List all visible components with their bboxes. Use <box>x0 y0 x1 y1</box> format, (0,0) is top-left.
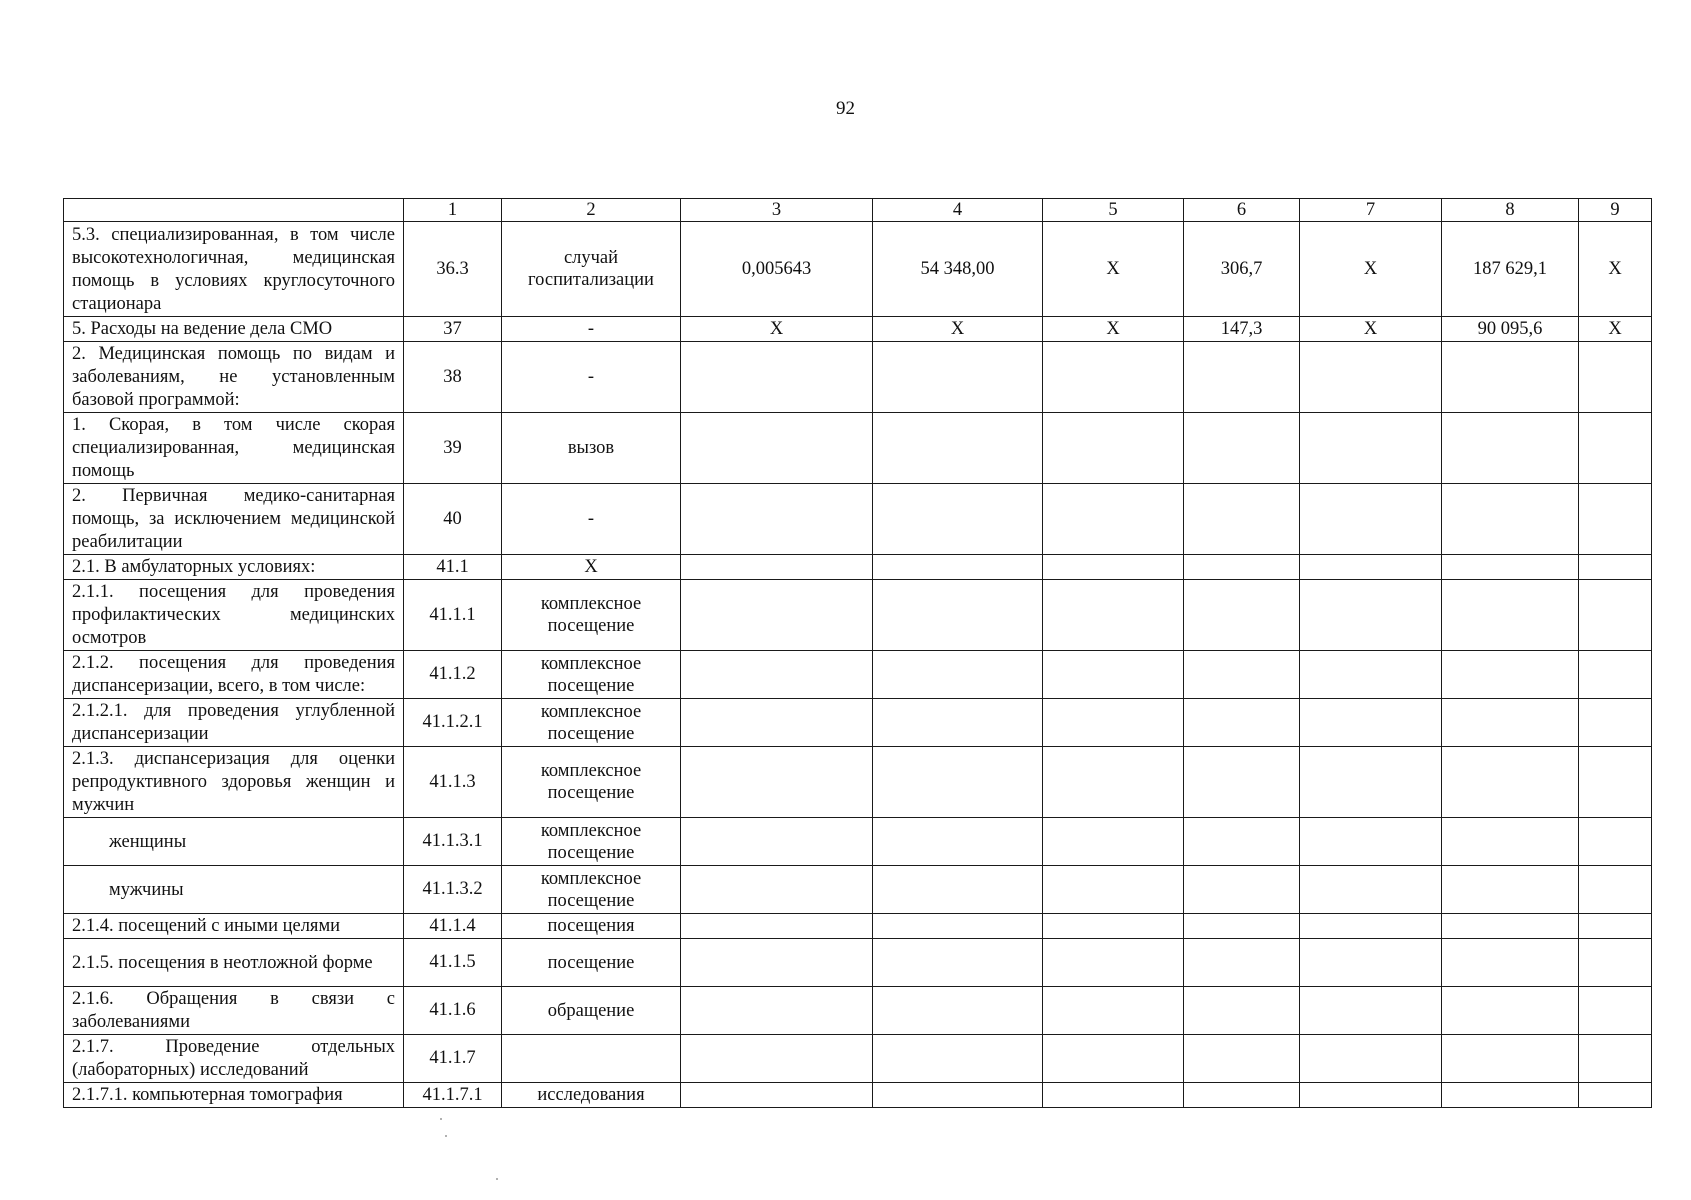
table-row <box>64 939 1652 987</box>
header-row <box>64 199 1652 222</box>
cell-col9 <box>1579 699 1652 747</box>
cell-col9 <box>1579 580 1652 651</box>
cell-col7 <box>1300 651 1442 699</box>
cell-col9 <box>1579 866 1652 914</box>
row-name: 2.1.4. посещений с иными целями <box>64 914 404 939</box>
cell-col3 <box>681 651 873 699</box>
cell-col8 <box>1442 987 1579 1035</box>
table-row <box>64 580 1652 651</box>
row-unit <box>502 1035 681 1083</box>
scan-speck <box>440 1118 442 1120</box>
cell-col7 <box>1300 1035 1442 1083</box>
cell-col8 <box>1442 1035 1579 1083</box>
cell-col6 <box>1184 866 1300 914</box>
row-name: мужчины <box>64 866 404 914</box>
cell-col9 <box>1579 413 1652 484</box>
header-cell-9: 9 <box>1579 199 1652 222</box>
cell-col3 <box>681 699 873 747</box>
cell-col9 <box>1579 651 1652 699</box>
cell-col5 <box>1043 866 1184 914</box>
cell-col3: 0,005643 <box>681 222 873 317</box>
cell-col3 <box>681 555 873 580</box>
cell-col7: Х <box>1300 317 1442 342</box>
header-cell-2: 2 <box>502 199 681 222</box>
row-unit: вызов <box>502 413 681 484</box>
row-unit: комплексное посещение <box>502 580 681 651</box>
cell-col7 <box>1300 818 1442 866</box>
cell-col7 <box>1300 914 1442 939</box>
cell-col3 <box>681 987 873 1035</box>
cell-col4 <box>873 1083 1043 1108</box>
table-row <box>64 317 1652 342</box>
row-unit: обращение <box>502 987 681 1035</box>
cell-col8 <box>1442 699 1579 747</box>
cell-col8 <box>1442 342 1579 413</box>
row-code: 41.1.2 <box>404 651 502 699</box>
row-code: 40 <box>404 484 502 555</box>
header-cell-4: 4 <box>873 199 1043 222</box>
cell-col8 <box>1442 747 1579 818</box>
row-name: 5.3. специализированная, в том числе высокотехнологичная, медицинская помощь в условиях круглосуточного стационара <box>64 222 404 317</box>
row-name: 2.1.7. Проведение отдельных (лабораторных) исследований <box>64 1035 404 1083</box>
row-code: 41.1.7 <box>404 1035 502 1083</box>
cell-col4 <box>873 651 1043 699</box>
cell-col9 <box>1579 1083 1652 1108</box>
header-cell-3: 3 <box>681 199 873 222</box>
row-unit: комплексное посещение <box>502 747 681 818</box>
cell-col8 <box>1442 651 1579 699</box>
cell-col4 <box>873 699 1043 747</box>
row-unit: посещение <box>502 939 681 987</box>
cell-col6 <box>1184 413 1300 484</box>
cell-col9 <box>1579 555 1652 580</box>
table-row <box>64 413 1652 484</box>
cell-col3 <box>681 914 873 939</box>
header-cell-5: 5 <box>1043 199 1184 222</box>
table-row <box>64 914 1652 939</box>
cell-col9 <box>1579 818 1652 866</box>
cell-col9 <box>1579 342 1652 413</box>
row-code: 41.1.7.1 <box>404 1083 502 1108</box>
cell-col6 <box>1184 555 1300 580</box>
cell-col6 <box>1184 987 1300 1035</box>
cell-col6 <box>1184 651 1300 699</box>
row-unit: комплексное посещение <box>502 651 681 699</box>
cell-col7 <box>1300 1083 1442 1108</box>
cell-col6 <box>1184 747 1300 818</box>
row-code: 39 <box>404 413 502 484</box>
cell-col5 <box>1043 1083 1184 1108</box>
cell-col4 <box>873 818 1043 866</box>
cell-col5 <box>1043 580 1184 651</box>
cell-col4 <box>873 580 1043 651</box>
cell-col4 <box>873 866 1043 914</box>
cell-col9 <box>1579 1035 1652 1083</box>
cell-col4 <box>873 939 1043 987</box>
row-name: 2. Первичная медико-санитарная помощь, за исключением медицинской реабилитации <box>64 484 404 555</box>
cell-col7 <box>1300 699 1442 747</box>
row-name: 2.1.2. посещения для проведения диспансеризации, всего, в том числе: <box>64 651 404 699</box>
row-code: 38 <box>404 342 502 413</box>
table-row <box>64 987 1652 1035</box>
cell-col3 <box>681 747 873 818</box>
cell-col6 <box>1184 914 1300 939</box>
row-unit: Х <box>502 555 681 580</box>
header-cell-1: 1 <box>404 199 502 222</box>
table-row <box>64 342 1652 413</box>
row-name: 2.1.3. диспансеризация для оценки репродуктивного здоровья женщин и мужчин <box>64 747 404 818</box>
cell-col3: Х <box>681 317 873 342</box>
cell-col7 <box>1300 413 1442 484</box>
cell-col5 <box>1043 413 1184 484</box>
cell-col8 <box>1442 484 1579 555</box>
table-row <box>64 484 1652 555</box>
cell-col6 <box>1184 580 1300 651</box>
cell-col3 <box>681 1083 873 1108</box>
header-cell-6: 6 <box>1184 199 1300 222</box>
row-unit: комплексное посещение <box>502 699 681 747</box>
row-unit: посещения <box>502 914 681 939</box>
row-unit: комплексное посещение <box>502 866 681 914</box>
cell-col6 <box>1184 818 1300 866</box>
cell-col6 <box>1184 342 1300 413</box>
cell-col5: Х <box>1043 317 1184 342</box>
row-code: 41.1.3.2 <box>404 866 502 914</box>
cell-col8: 90 095,6 <box>1442 317 1579 342</box>
row-unit: исследования <box>502 1083 681 1108</box>
table-row <box>64 651 1652 699</box>
cell-col4 <box>873 987 1043 1035</box>
row-code: 41.1 <box>404 555 502 580</box>
cell-col9 <box>1579 484 1652 555</box>
header-cell-7: 7 <box>1300 199 1442 222</box>
cell-col7: Х <box>1300 222 1442 317</box>
cell-col3 <box>681 580 873 651</box>
cell-col7 <box>1300 866 1442 914</box>
cell-col5 <box>1043 484 1184 555</box>
table-row <box>64 866 1652 914</box>
cell-col8 <box>1442 939 1579 987</box>
page-number: 92 <box>836 98 855 119</box>
cell-col6 <box>1184 939 1300 987</box>
cell-col4 <box>873 342 1043 413</box>
cell-col7 <box>1300 555 1442 580</box>
cell-col5 <box>1043 1035 1184 1083</box>
row-code: 37 <box>404 317 502 342</box>
cell-col7 <box>1300 580 1442 651</box>
cell-col4 <box>873 555 1043 580</box>
cell-col9 <box>1579 914 1652 939</box>
row-name: 2.1.6. Обращения в связи с заболеваниями <box>64 987 404 1035</box>
row-unit: - <box>502 317 681 342</box>
cell-col5 <box>1043 987 1184 1035</box>
row-name: 2.1.5. посещения в неотложной форме <box>64 939 404 987</box>
row-code: 41.1.4 <box>404 914 502 939</box>
cell-col5: Х <box>1043 222 1184 317</box>
cell-col4 <box>873 1035 1043 1083</box>
cell-col3 <box>681 939 873 987</box>
row-code: 41.1.3 <box>404 747 502 818</box>
row-name: 2.1.1. посещения для проведения профилактических медицинских осмотров <box>64 580 404 651</box>
table-row <box>64 699 1652 747</box>
cell-col8 <box>1442 818 1579 866</box>
cell-col7 <box>1300 939 1442 987</box>
cell-col9: Х <box>1579 317 1652 342</box>
cell-col6 <box>1184 1035 1300 1083</box>
table-row <box>64 747 1652 818</box>
cell-col3 <box>681 413 873 484</box>
row-unit: случай госпитализации <box>502 222 681 317</box>
row-code: 41.1.2.1 <box>404 699 502 747</box>
cell-col9 <box>1579 987 1652 1035</box>
header-cell-8: 8 <box>1442 199 1579 222</box>
cell-col9 <box>1579 939 1652 987</box>
cell-col4 <box>873 747 1043 818</box>
cell-col3 <box>681 484 873 555</box>
table-row <box>64 1035 1652 1083</box>
cell-col3 <box>681 1035 873 1083</box>
cell-col3 <box>681 818 873 866</box>
row-name: 2. Медицинская помощь по видам и заболеваниям, не установленным базовой программой: <box>64 342 404 413</box>
row-name: 2.1.7.1. компьютерная томография <box>64 1083 404 1108</box>
cell-col5 <box>1043 342 1184 413</box>
cell-col5 <box>1043 699 1184 747</box>
cell-col6 <box>1184 699 1300 747</box>
row-code: 41.1.6 <box>404 987 502 1035</box>
cell-col8 <box>1442 866 1579 914</box>
cell-col7 <box>1300 342 1442 413</box>
cell-col8: 187 629,1 <box>1442 222 1579 317</box>
table-row <box>64 222 1652 317</box>
cell-col6 <box>1184 484 1300 555</box>
cell-col3 <box>681 342 873 413</box>
cell-col7 <box>1300 484 1442 555</box>
cell-col5 <box>1043 939 1184 987</box>
row-unit: - <box>502 484 681 555</box>
cell-col7 <box>1300 987 1442 1035</box>
table-row <box>64 818 1652 866</box>
row-code: 41.1.5 <box>404 939 502 987</box>
cell-col4 <box>873 413 1043 484</box>
cell-col6: 147,3 <box>1184 317 1300 342</box>
row-name: 5. Расходы на ведение дела СМО <box>64 317 404 342</box>
table-row <box>64 555 1652 580</box>
row-name: 2.1. В амбулаторных условиях: <box>64 555 404 580</box>
cell-col7 <box>1300 747 1442 818</box>
row-name: 1. Скорая, в том числе скорая специализированная, медицинская помощь <box>64 413 404 484</box>
scan-speck <box>445 1135 447 1137</box>
header-cell-0 <box>64 199 404 222</box>
cell-col4: 54 348,00 <box>873 222 1043 317</box>
scan-speck <box>496 1178 498 1180</box>
cell-col8 <box>1442 413 1579 484</box>
row-name: женщины <box>64 818 404 866</box>
cell-col4: Х <box>873 317 1043 342</box>
row-code: 41.1.1 <box>404 580 502 651</box>
cell-col8 <box>1442 1083 1579 1108</box>
cell-col8 <box>1442 555 1579 580</box>
cell-col5 <box>1043 818 1184 866</box>
data-table <box>63 198 1652 1108</box>
row-name: 2.1.2.1. для проведения углубленной диспансеризации <box>64 699 404 747</box>
cell-col6: 306,7 <box>1184 222 1300 317</box>
cell-col8 <box>1442 580 1579 651</box>
cell-col9: Х <box>1579 222 1652 317</box>
row-code: 41.1.3.1 <box>404 818 502 866</box>
cell-col5 <box>1043 747 1184 818</box>
row-unit: - <box>502 342 681 413</box>
cell-col5 <box>1043 914 1184 939</box>
cell-col4 <box>873 484 1043 555</box>
cell-col6 <box>1184 1083 1300 1108</box>
cell-col3 <box>681 866 873 914</box>
row-code: 36.3 <box>404 222 502 317</box>
cell-col4 <box>873 914 1043 939</box>
row-unit: комплексное посещение <box>502 818 681 866</box>
cell-col5 <box>1043 651 1184 699</box>
table-row <box>64 1083 1652 1108</box>
cell-col5 <box>1043 555 1184 580</box>
cell-col8 <box>1442 914 1579 939</box>
cell-col9 <box>1579 747 1652 818</box>
